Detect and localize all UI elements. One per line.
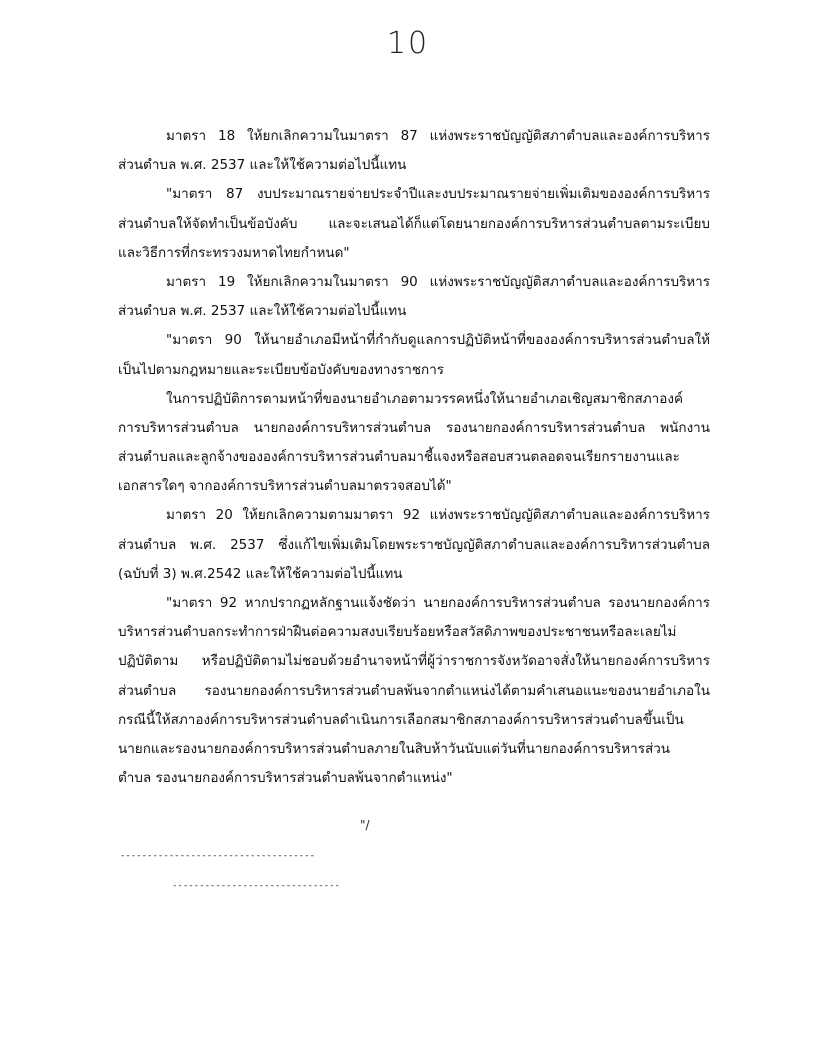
text-line: เป็นไปตามกฎหมายและระเบียบข้อบังคับของทางราชการ	[118, 361, 445, 378]
text-line: ในการปฏิบัติการตามหน้าที่ของนายอำเภอตามวรรคหนึ่งให้นายอำเภอเชิญสมาชิกสภาองค์	[166, 390, 683, 407]
text-line: มาตรา 18 ให้ยกเลิกความในมาตรา 87 แห่งพระราชบัญญัติสภาตำบลและองค์การบริหาร	[166, 128, 710, 144]
text-line: มาตรา 19 ให้ยกเลิกความในมาตรา 90 แห่งพระราชบัญญัติสภาตำบลและองค์การบริหาร	[166, 273, 710, 290]
text-line: ตำบล รองนายกองค์การบริหารส่วนตำบลพ้นจากตำแหน่ง"	[118, 770, 453, 787]
footer-separator-line-short: -------------------------------	[172, 881, 340, 891]
text-line: "มาตรา 90 ให้นายอำเภอมีหน้าที่กำกับดูแลการปฏิบัติหน้าที่ขององค์การบริหารส่วนตำบลให้	[166, 332, 710, 349]
text-line: ส่วนตำบลให้จัดทำเป็นข้อบังคับ และจะเสนอได้ก็แต่โดยนายกองค์การบริหารส่วนตำบลตามระเบียบ	[118, 215, 710, 232]
text-line: เอกสารใดๆ จากองค์การบริหารส่วนตำบลมาตรวจสอบได้"	[118, 478, 452, 495]
text-line: มาตรา 20 ให้ยกเลิกความตามมาตรา 92 แห่งพระราชบัญญัติสภาตำบลและองค์การบริหาร	[166, 507, 710, 524]
text-line: "มาตรา 92 หากปรากฏหลักฐานแจ้งชัดว่า นายกองค์การบริหารส่วนตำบล รองนายกองค์การ	[166, 595, 710, 611]
text-line: และวิธีการที่กระทรวงมหาดไทยกำหนด"	[118, 244, 350, 261]
page-number: 10	[386, 26, 430, 61]
text-line: ปฏิบัติตาม หรือปฏิบัติตามไม่ชอบด้วยอำนาจหน้าที่ผู้ว่าราชการจังหวัดอาจสั่งให้นายกองค์การบริหาร	[118, 653, 710, 670]
text-line: การบริหารส่วนตำบล นายกองค์การบริหารส่วนตำบล รองนายกองค์การบริหารส่วนตำบล พนักงาน	[118, 419, 710, 436]
footer-separator-line: ------------------------------------	[120, 851, 316, 861]
text-line: ส่วนตำบล รองนายกองค์การบริหารส่วนตำบลพ้นจากตำแหน่งได้ตามคำเสนอแนะของนายอำเภอใน	[118, 682, 710, 699]
text-line: ส่วนตำบล พ.ศ. 2537 และให้ใช้ความต่อไปนี้แทน	[118, 157, 407, 174]
text-line: ส่วนตำบล พ.ศ. 2537 และให้ใช้ความต่อไปนี้แทน	[118, 303, 407, 320]
text-line: กรณีนี้ให้สภาองค์การบริหารส่วนตำบลดำเนินการเลือกสมาชิกสภาองค์การบริหารส่วนตำบลขึ้นเป็น	[118, 711, 684, 728]
text-line: ส่วนตำบลและลูกจ้างขององค์การบริหารส่วนตำบลมาชี้แจงหรือสอบสวนตลอดจนเรียกรายงานและ	[118, 449, 680, 466]
text-line: ส่วนตำบล พ.ศ. 2537 ซึ่งแก้ไขเพิ่มเติมโดยพระราชบัญญัติสภาตำบลและองค์การบริหารส่วนตำบล	[118, 536, 710, 553]
document-body	[118, 122, 710, 793]
text-line: "มาตรา 87 งบประมาณรายจ่ายประจำปีและงบประมาณรายจ่ายเพิ่มเติมขององค์การบริหาร	[166, 186, 710, 203]
text-line: นายกและรองนายกองค์การบริหารส่วนตำบลภายในสิบห้าวันนับแต่วันที่นายกองค์การบริหารส่วน	[118, 740, 670, 757]
text-line: (ฉบับที่ 3) พ.ศ.2542 และให้ใช้ความต่อไปนี้แทน	[118, 565, 403, 582]
continuation-mark: "/	[360, 818, 370, 832]
text-line: บริหารส่วนตำบลกระทำการฝ่าฝืนต่อความสงบเรียบร้อยหรือสวัสดิภาพของประชาชนหรือละเลยไม่	[118, 624, 677, 641]
